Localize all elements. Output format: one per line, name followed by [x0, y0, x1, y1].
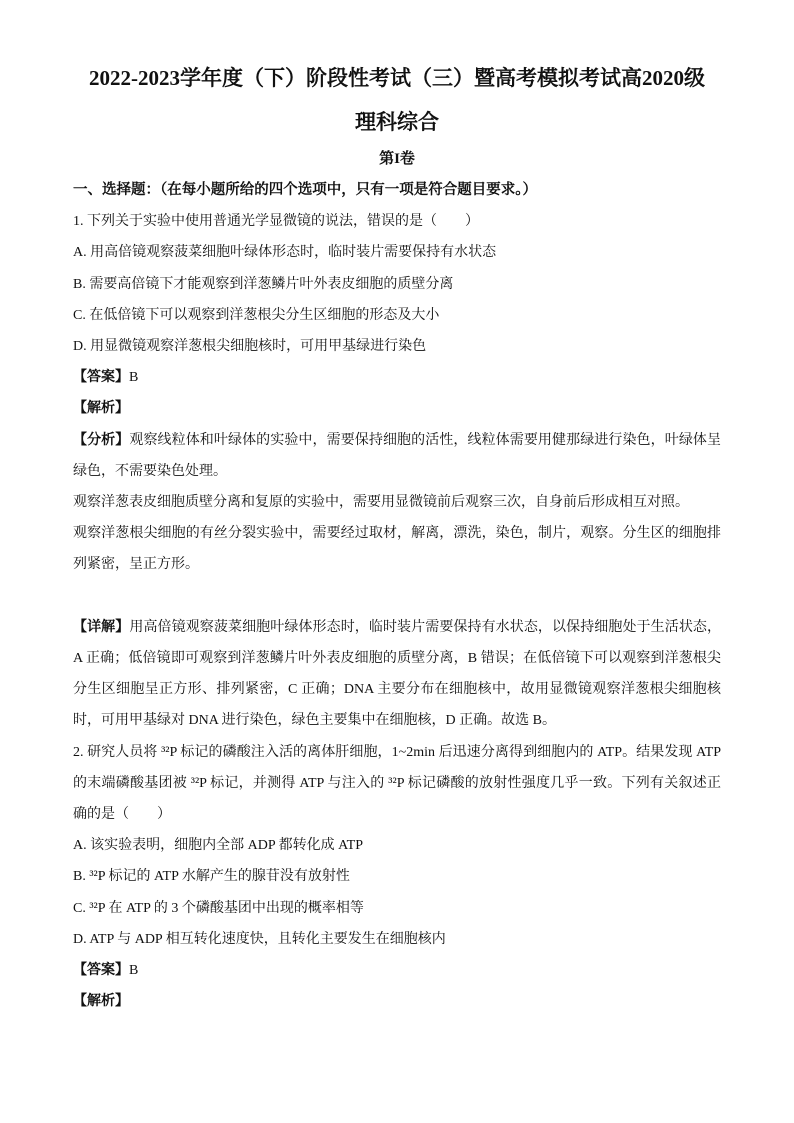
section-heading: 一、选择题：（在每小题所给的四个选项中，只有一项是符合题目要求。）	[73, 182, 537, 198]
option-c: C. ³²P 在 ATP 的 3 个磷酸基团中出现的概率相等	[73, 900, 364, 916]
detail-text: 用高倍镜观察菠菜细胞叶绿体形态时，临时装片需要保持有水状态，以保持细胞处于生活状态，A 正确；低倍镜即可观察到洋葱鳞片叶外表皮细胞的质壁分离，B 错误；在低倍镜下可以观察到洋葱根尖分生区细胞呈正方形、排列紧密，C 正确；DNA 主要分布在细胞核中，故用显微镜观察洋葱根尖细胞核时，可用甲基绿对 DNA 进行染色，绿色主要集中在细胞核，D 正确。故选 B。	[73, 619, 722, 729]
analysis-paragraph	[73, 425, 721, 487]
option-b: B. 需要高倍镜下才能观察到洋葱鳞片叶外表皮细胞的质壁分离	[73, 276, 454, 292]
exam-content	[73, 175, 721, 1017]
answer-value: B	[129, 963, 139, 979]
exam-subject: 理科综合	[355, 110, 439, 134]
detail-label: 【详解】	[73, 619, 130, 635]
explanation-label	[73, 986, 721, 1017]
exam-volume: 第I卷	[379, 151, 415, 167]
detail-paragraph	[73, 612, 721, 737]
answer-label: 【答案】	[73, 370, 129, 386]
analysis-label: 【分析】	[73, 432, 130, 448]
answer-value: B	[129, 370, 139, 386]
answer-line	[73, 955, 721, 986]
option-d: D. 用显微镜观察洋葱根尖细胞核时，可用甲基绿进行染色	[73, 339, 427, 355]
option-b: B. ³²P 标记的 ATP 水解产生的腺苷没有放射性	[73, 869, 350, 885]
analysis-text: 观察线粒体和叶绿体的实验中，需要保持细胞的活性，线粒体需要用健那绿进行染色，叶绿体呈绿色，不需要染色处理。	[73, 432, 722, 479]
question-1	[73, 206, 721, 736]
option-a: A. 用高倍镜观察菠菜细胞叶绿体形态时，临时装片需要保持有水状态	[73, 245, 497, 261]
question-2	[73, 737, 721, 1018]
explanation-label	[73, 393, 721, 424]
answer-line	[73, 362, 721, 393]
option-d: D. ATP 与 ADP 相互转化速度快，且转化主要发生在细胞核内	[73, 931, 446, 947]
question-stem: 2. 研究人员将 ³²P 标记的磷酸注入活的离体肝细胞，1~2min 后迅速分离得到细胞内的 ATP。结果发现 ATP 的末端磷酸基团被 ³²P 标记，并测得 ATP 与注入的 ³²P 标记磷酸的放射性强度几乎一致。下列有关叙述正确的是（ ）	[73, 744, 721, 823]
question-stem: 1. 下列关于实验中使用普通光学显微镜的说法，错误的是（ ）	[73, 214, 479, 230]
explanation-label-text: 【解析】	[73, 994, 129, 1010]
blank-line	[73, 581, 721, 612]
option-a: A. 该实验表明，细胞内全部 ADP 都转化成 ATP	[73, 838, 363, 854]
option-c: C. 在低倍镜下可以观察到洋葱根尖分生区细胞的形态及大小	[73, 307, 440, 323]
analysis-paragraph: 观察洋葱表皮细胞质壁分离和复原的实验中，需要用显微镜前后观察三次，自身前后形成相互对照。	[73, 495, 689, 511]
exam-title: 2022-2023学年度（下）阶段性考试（三）暨高考模拟考试高2020级	[89, 66, 705, 90]
explanation-label-text: 【解析】	[73, 401, 129, 417]
answer-label: 【答案】	[73, 963, 129, 979]
analysis-paragraph: 观察洋葱根尖细胞的有丝分裂实验中，需要经过取材，解离，漂洗，染色，制片，观察。分生区的细胞排列紧密，呈正方形。	[73, 526, 721, 573]
